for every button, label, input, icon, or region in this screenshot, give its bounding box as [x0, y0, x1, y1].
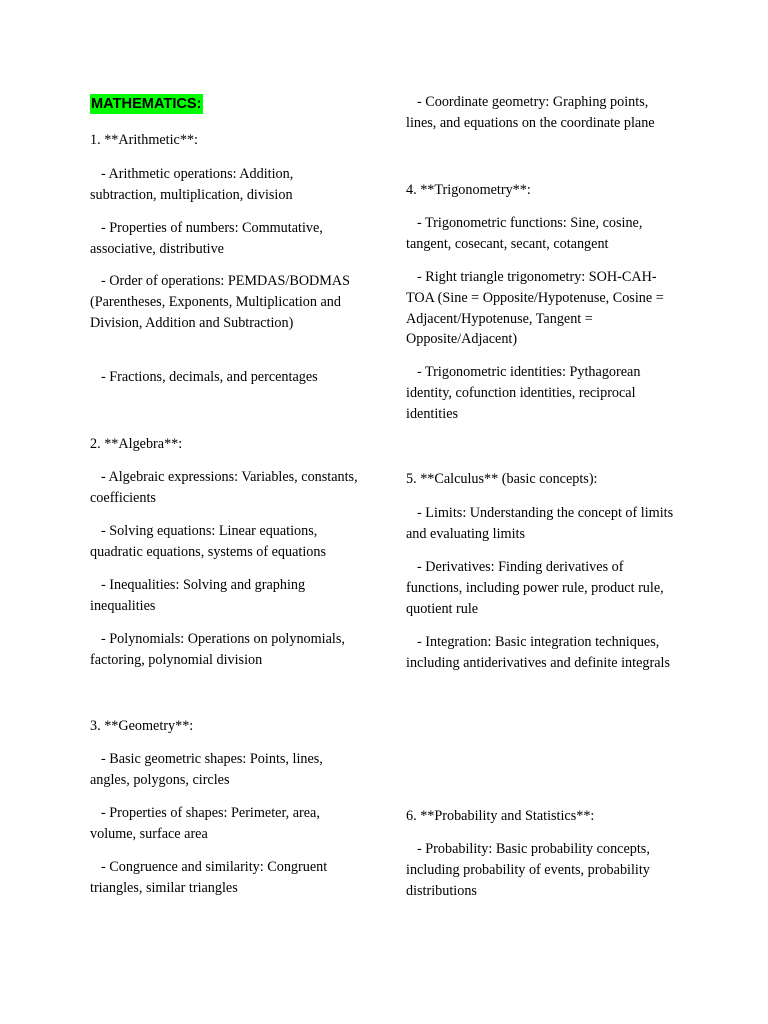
list-item: - Integration: Basic integration techniques, including antiderivatives and definite integrals — [406, 634, 670, 671]
section-heading-probability-statistics: 6. **Probability and Statistics**: — [406, 808, 595, 824]
section-heading-geometry: 3. **Geometry**: — [90, 718, 194, 734]
section-heading-calculus: 5. **Calculus** (basic concepts): — [406, 471, 598, 487]
list-item: - Trigonometric functions: Sine, cosine, tangent, cosecant, secant, cotangent — [406, 215, 643, 252]
section-heading-arithmetic: 1. **Arithmetic**: — [90, 132, 198, 148]
list-item: - Polynomials: Operations on polynomials, factoring, polynomial division — [90, 631, 345, 668]
list-item: - Inequalities: Solving and graphing inequalities — [90, 577, 306, 614]
section-heading-algebra: 2. **Algebra**: — [90, 436, 183, 452]
list-item: - Basic geometric shapes: Points, lines, angles, polygons, circles — [90, 751, 323, 788]
document-title: MATHEMATICS: — [91, 96, 202, 112]
list-item: - Fractions, decimals, and percentages — [101, 369, 318, 385]
list-item: - Properties of numbers: Commutative, associative, distributive — [90, 220, 323, 257]
list-item: - Derivatives: Finding derivatives of functions, including power rule, product rule, quotient rule — [406, 559, 664, 617]
list-item: - Congruence and similarity: Congruent triangles, similar triangles — [90, 859, 328, 896]
list-item: - Properties of shapes: Perimeter, area, volume, surface area — [90, 805, 320, 842]
list-item: - Solving equations: Linear equations, quadratic equations, systems of equations — [90, 523, 327, 560]
list-item: - Limits: Understanding the concept of limits and evaluating limits — [406, 505, 674, 542]
list-item: - Right triangle trigonometry: SOH-CAH-TOA (Sine = Opposite/Hypotenuse, Cosine = Adjacent/Hypotenuse, Tangent = Opposite/Adjacent) — [406, 269, 664, 348]
list-item: - Coordinate geometry: Graphing points, lines, and equations on the coordinate plane — [406, 94, 655, 131]
list-item: - Arithmetic operations: Addition, subtraction, multiplication, division — [90, 166, 294, 203]
list-item: - Trigonometric identities: Pythagorean identity, cofunction identities, reciprocal identities — [406, 364, 641, 422]
list-item: - Probability: Basic probability concepts, including probability of events, probability distributions — [406, 841, 650, 899]
section-heading-trigonometry: 4. **Trigonometry**: — [406, 182, 531, 198]
list-item: - Algebraic expressions: Variables, constants, coefficients — [90, 469, 358, 506]
list-item: - Order of operations: PEMDAS/BODMAS (Parentheses, Exponents, Multiplication and Division, Addition and Subtraction) — [90, 273, 351, 331]
